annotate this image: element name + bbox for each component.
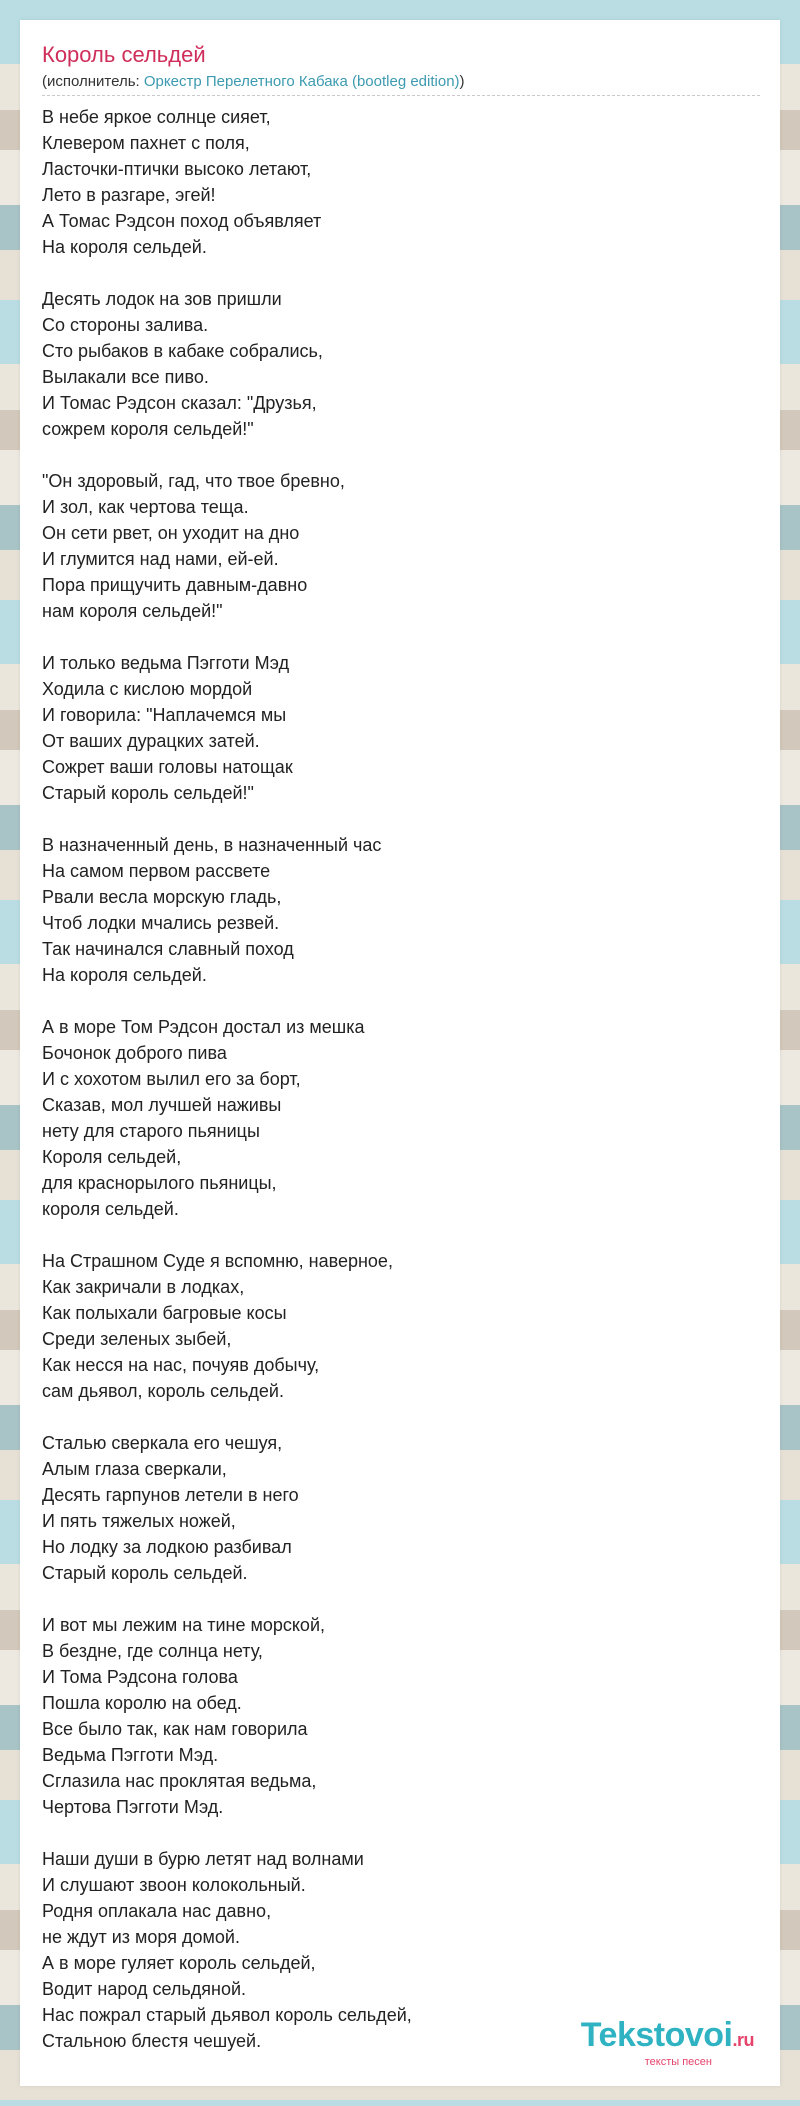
- artist-suffix: ): [459, 73, 465, 90]
- lyric-line: И Тома Рэдсона голова: [42, 1667, 238, 1687]
- artist-link[interactable]: Оркестр Перелетного Кабака (bootleg edition): [143, 73, 460, 90]
- lyric-line: Старый король сельдей.: [42, 1563, 248, 1583]
- lyric-line: А в море Том Рэдсон достал из мешка: [42, 1017, 365, 1037]
- lyric-line: Алым глаза сверкали,: [42, 1459, 227, 1479]
- logo-tld: .ru: [732, 2030, 754, 2050]
- lyric-line: На короля сельдей.: [42, 237, 207, 257]
- lyric-line: Нас пожрал старый дьявол король сельдей,: [42, 2005, 412, 2025]
- lyric-line: Чертова Пэгготи Мэд.: [42, 1797, 224, 1817]
- lyric-line: нам короля сельдей!": [42, 601, 223, 621]
- lyric-line: Стальною блестя чешуей.: [42, 2031, 262, 2051]
- lyric-line: короля сельдей.: [42, 1199, 179, 1219]
- lyric-line: сожрем короля сельдей!": [42, 419, 254, 439]
- stanza-break: [42, 260, 742, 286]
- logo-tagline: тексты песен: [644, 2056, 712, 2068]
- lyric-line: для краснорылого пьяницы,: [42, 1173, 277, 1193]
- lyric-line: На короля сельдей.: [42, 965, 207, 985]
- lyric-line: Сто рыбаков в кабаке собрались,: [42, 341, 323, 361]
- lyric-line: Сожрет ваши головы натощак: [42, 757, 293, 777]
- stanza-break: [42, 624, 742, 650]
- stanza-break: [42, 806, 742, 832]
- lyric-line: И слушают звоон колокольный.: [42, 1875, 306, 1895]
- lyric-line: Так начинался славный поход: [42, 939, 294, 959]
- lyrics-card: [20, 20, 780, 2086]
- lyric-line: В небе яркое солнце сияет,: [42, 107, 271, 127]
- lyric-line: Чтоб лодки мчались резвей.: [42, 913, 280, 933]
- stanza-break: [42, 1820, 742, 1846]
- lyric-line: И с хохотом вылил его за борт,: [42, 1069, 301, 1089]
- lyric-line: Водит народ сельдяной.: [42, 1979, 247, 1999]
- lyric-line: И глумится над нами, ей-ей.: [42, 549, 279, 569]
- lyric-line: Но лодку за лодкою разбивал: [42, 1537, 292, 1557]
- lyric-line: Старый король сельдей!": [42, 783, 254, 803]
- lyric-line: Бочонок доброго пива: [42, 1043, 227, 1063]
- stanza-break: [42, 442, 742, 468]
- lyric-line: Рвали весла морскую гладь,: [42, 887, 282, 907]
- lyric-line: В бездне, где солнца нету,: [42, 1641, 263, 1661]
- lyric-line: Ласточки-птички высоко летают,: [42, 159, 312, 179]
- lyric-line: И Томас Рэдсон сказал: "Друзья,: [42, 393, 317, 413]
- lyric-line: Все было так, как нам говорила: [42, 1719, 308, 1739]
- lyric-line: Лето в разгаре, эгей!: [42, 185, 216, 205]
- artist-line: [42, 72, 760, 96]
- logo-name: Tekstovoi: [580, 2016, 733, 2054]
- lyric-line: нету для старого пьяницы: [42, 1121, 260, 1141]
- lyric-line: не ждут из моря домой.: [42, 1927, 240, 1947]
- lyric-line: Пошла королю на обед.: [42, 1693, 242, 1713]
- lyric-line: Ведьма Пэгготи Мэд.: [42, 1745, 219, 1765]
- lyric-line: Сталью сверкала его чешуя,: [42, 1433, 283, 1453]
- lyrics-body: [42, 104, 742, 2054]
- logo-wordmark: [534, 2017, 754, 2058]
- song-title: Король сельдей: [42, 42, 206, 67]
- stanza-break: [42, 1404, 742, 1430]
- artist-prefix: (исполнитель:: [42, 73, 144, 90]
- lyric-line: А Томас Рэдсон поход объявляет: [42, 211, 322, 231]
- lyric-line: От ваших дурацких затей.: [42, 731, 260, 751]
- lyric-line: Короля сельдей,: [42, 1147, 182, 1167]
- lyric-line: Родня оплакала нас давно,: [42, 1901, 272, 1921]
- lyric-line: И зол, как чертова теща.: [42, 497, 249, 517]
- lyric-line: Как несся на нас, почуяв добычу,: [42, 1355, 320, 1375]
- lyric-line: В назначенный день, в назначенный час: [42, 835, 382, 855]
- lyric-line: Клевером пахнет с поля,: [42, 133, 250, 153]
- lyric-line: Вылакали все пиво.: [42, 367, 209, 387]
- lyric-line: Сглазила нас проклятая ведьма,: [42, 1771, 317, 1791]
- lyric-line: Десять лодок на зов пришли: [42, 289, 282, 309]
- lyric-line: "Он здоровый, гад, что твое бревно,: [42, 471, 345, 491]
- lyric-line: Со стороны залива.: [42, 315, 209, 335]
- lyric-line: Среди зеленых зыбей,: [42, 1329, 232, 1349]
- site-logo[interactable]: [534, 2017, 754, 2068]
- lyric-line: И вот мы лежим на тине морской,: [42, 1615, 325, 1635]
- lyric-line: Как полыхали багровые косы: [42, 1303, 287, 1323]
- lyric-line: Наши души в бурю летят над волнами: [42, 1849, 364, 1869]
- lyric-line: На самом первом рассвете: [42, 861, 271, 881]
- lyric-line: И только ведьма Пэгготи Мэд: [42, 653, 290, 673]
- lyric-line: сам дьявол, король сельдей.: [42, 1381, 284, 1401]
- lyric-line: И пять тяжелых ножей,: [42, 1511, 236, 1531]
- lyric-line: Пора прищучить давным-давно: [42, 575, 308, 595]
- lyric-line: Как закричали в лодках,: [42, 1277, 245, 1297]
- lyric-line: Сказав, мол лучшей наживы: [42, 1095, 282, 1115]
- lyric-line: А в море гуляет король сельдей,: [42, 1953, 316, 1973]
- stanza-break: [42, 1222, 742, 1248]
- lyric-line: Он сети рвет, он уходит на дно: [42, 523, 300, 543]
- lyric-line: И говорила: "Наплачемся мы: [42, 705, 287, 725]
- lyric-line: Десять гарпунов летели в него: [42, 1485, 299, 1505]
- lyric-line: Ходила с кислою мордой: [42, 679, 253, 699]
- stanza-break: [42, 988, 742, 1014]
- stanza-break: [42, 1586, 742, 1612]
- lyric-line: На Страшном Суде я вспомню, наверное,: [42, 1251, 393, 1271]
